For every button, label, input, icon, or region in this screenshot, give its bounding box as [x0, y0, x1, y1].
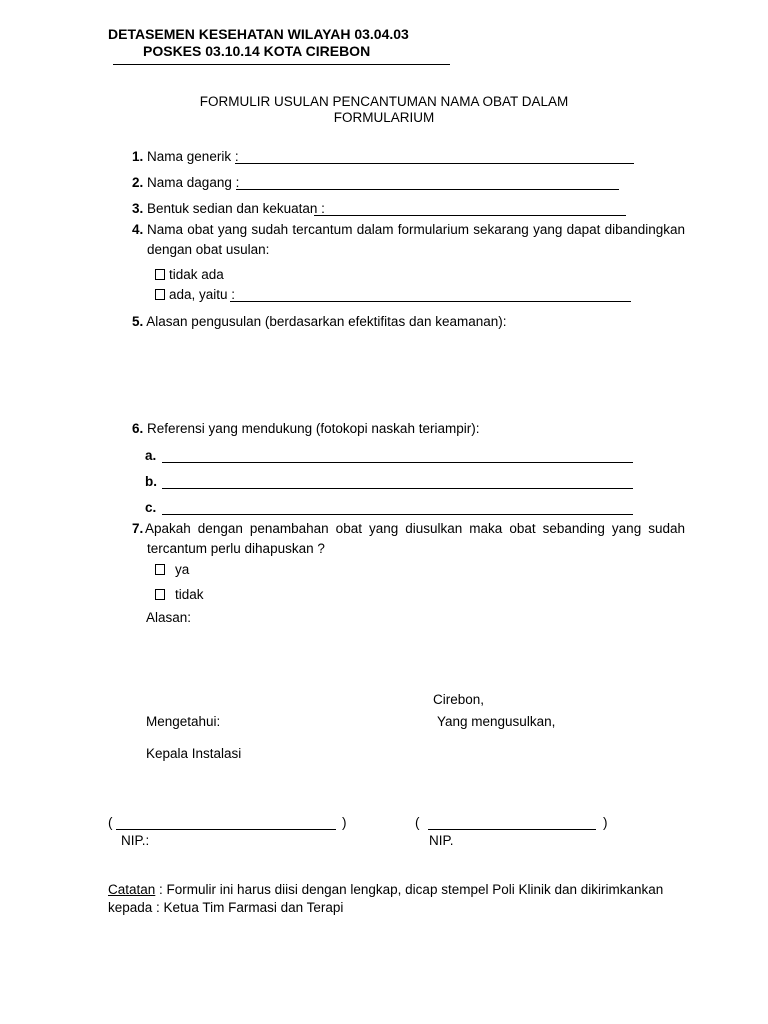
header-line-2: POSKES 03.10.14 KOTA CIREBON: [143, 43, 371, 59]
reason-label: Alasan:: [146, 610, 192, 625]
question-4-number: 4.: [132, 222, 144, 237]
reference-b-label: b.: [145, 474, 157, 489]
right-paren-close: ): [603, 815, 608, 830]
reference-c-field[interactable]: [162, 514, 633, 515]
form-title-line-2: FORMULARIUM: [333, 110, 435, 125]
note-text: : Formulir ini harus diisi dengan lengkap, dicap stempel Poli Klinik dan dikirimkankan: [155, 882, 664, 897]
question-3: 3. Bentuk sedian dan kekuatan :: [132, 201, 325, 216]
question-4-text-line-1: Nama obat yang sudah tercantum dalam formularium sekarang yang dapat dibandingkan: [147, 222, 685, 237]
option-ya[interactable]: ya: [155, 562, 189, 577]
right-paren-open: (: [415, 815, 420, 830]
ada-yaitu-field[interactable]: [230, 301, 631, 302]
note-line-2: kepada : Ketua Tim Farmasi dan Terapi: [108, 900, 344, 915]
header-underline: [113, 64, 450, 65]
note-line-1: [108, 882, 663, 897]
question-1-label: Nama generik :: [147, 149, 239, 164]
checkbox-icon[interactable]: [155, 589, 165, 600]
option-tidak-ada[interactable]: tidak ada: [155, 267, 224, 282]
question-5-label: Alasan pengusulan (berdasarkan efektifitas dan keamanan):: [146, 314, 507, 329]
signature-right-title: Yang mengusulkan,: [437, 714, 556, 729]
question-6: 6. Referensi yang mendukung (fotokopi naskah teriampir):: [132, 421, 480, 436]
question-7-number: 7.: [132, 521, 144, 536]
question-3-label: Bentuk sedian dan kekuatan :: [147, 201, 325, 216]
left-nip: NIP.:: [121, 833, 150, 848]
question-7-text-line-2: tercantum perlu dihapuskan ?: [147, 541, 325, 556]
bentuk-sediaan-field[interactable]: [314, 215, 626, 216]
option-tidak[interactable]: tidak: [155, 587, 204, 602]
checkbox-icon[interactable]: [155, 289, 165, 300]
right-nip: NIP.: [429, 833, 454, 848]
form-title-line-1: FORMULIR USULAN PENCANTUMAN NAMA OBAT DALAM: [199, 94, 569, 109]
question-1: 1. Nama generik :: [132, 149, 239, 164]
right-signature-field[interactable]: [428, 829, 596, 830]
signature-city: Cirebon,: [433, 692, 485, 707]
question-5: 5. Alasan pengusulan (berdasarkan efektifitas dan keamanan):: [132, 314, 507, 329]
header-line-1: DETASEMEN KESEHATAN WILAYAH 03.04.03: [108, 26, 409, 42]
left-paren-close: ): [342, 815, 347, 830]
signature-left-title: Mengetahui:: [146, 714, 221, 729]
reference-c-label: c.: [145, 500, 157, 515]
question-2-label: Nama dagang :: [147, 175, 240, 190]
question-2: 2. Nama dagang :: [132, 175, 240, 190]
nama-generik-field[interactable]: [235, 163, 634, 164]
option-ada-yaitu[interactable]: ada, yaitu :: [155, 287, 235, 302]
checkbox-icon[interactable]: [155, 269, 165, 280]
left-signature-field[interactable]: [116, 829, 336, 830]
question-4-text-line-2: dengan obat usulan:: [147, 242, 270, 257]
reference-a-label: a.: [145, 448, 157, 463]
signature-left-role: Kepala Instalasi: [146, 746, 242, 761]
reference-a-field[interactable]: [162, 462, 633, 463]
nama-dagang-field[interactable]: [236, 189, 619, 190]
question-7-text-line-1: Apakah dengan penambahan obat yang diusulkan maka obat sebanding yang sudah: [145, 521, 685, 536]
question-6-label: Referensi yang mendukung (fotokopi naskah teriampir):: [147, 421, 480, 436]
note-label: Catatan: [108, 882, 156, 897]
left-paren-open: (: [108, 815, 113, 830]
reference-b-field[interactable]: [162, 488, 633, 489]
checkbox-icon[interactable]: [155, 564, 165, 575]
